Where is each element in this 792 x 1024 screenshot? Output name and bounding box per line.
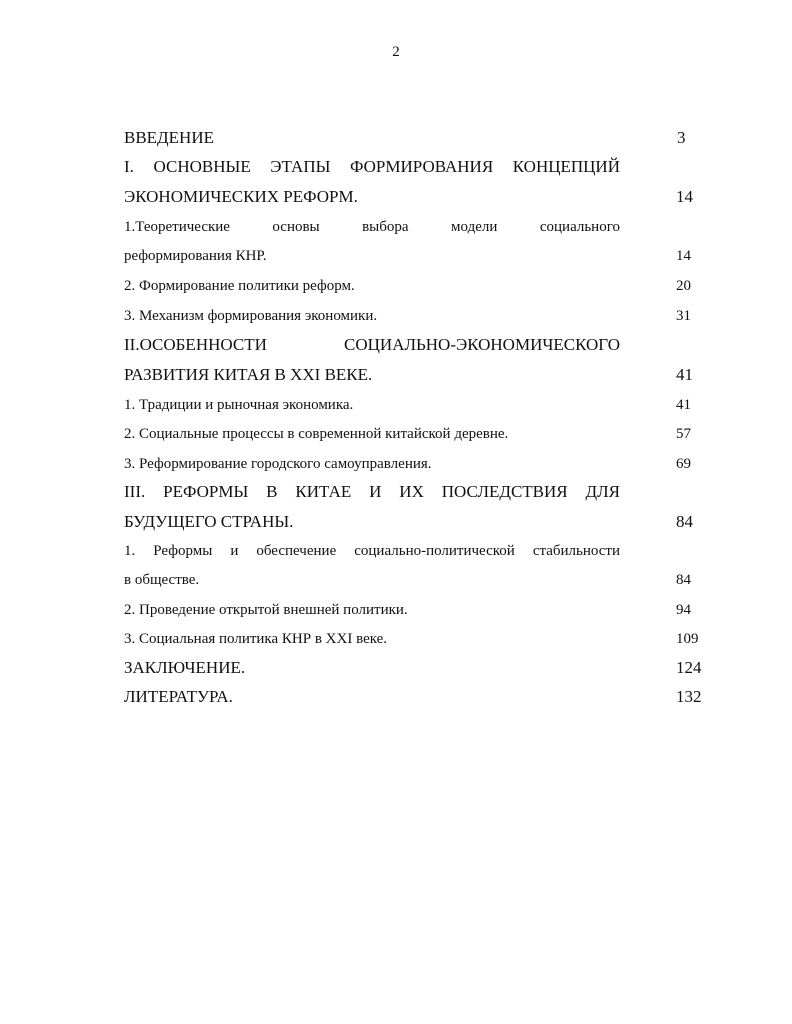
toc-section-3-1-line2[interactable] [124, 568, 700, 592]
toc-entry-page: 14 [676, 248, 691, 264]
toc-chapter-title-cont: ЭКОНОМИЧЕСКИХ РЕФОРМ. [124, 187, 358, 206]
toc-section-title-cont: реформирования КНР. [124, 248, 267, 264]
page-number: 2 [392, 44, 400, 60]
toc-section-3-1-line1[interactable] [124, 539, 700, 563]
toc-entry-page: 84 [676, 512, 693, 531]
toc-chapter-title: II.ОСОБЕННОСТИ СОЦИАЛЬНО-ЭКОНОМИЧЕСКОГО [124, 335, 620, 354]
toc-entry-page: 57 [676, 426, 691, 442]
toc-entry-conclusion[interactable] [124, 656, 700, 680]
toc-section-1-1-line2[interactable] [124, 244, 700, 268]
toc-entry-page: 69 [676, 456, 691, 472]
toc-section-title: 3. Механизм формирования экономики. [124, 308, 378, 324]
toc-entry-page: 94 [676, 602, 691, 618]
toc-chapter-title-cont: РАЗВИТИЯ КИТАЯ В XXI ВЕКЕ. [124, 365, 373, 384]
toc-section-title: 1. Традиции и рыночная экономика. [124, 397, 354, 413]
toc-entry-intro[interactable] [124, 126, 700, 150]
toc-chapter-title: III. РЕФОРМЫ В КИТАЕ И ИХ ПОСЛЕДСТВИЯ ДЛЯ [124, 482, 620, 501]
toc-entry-title: ВВЕДЕНИЕ [124, 128, 214, 147]
toc-section-2-1[interactable] [124, 393, 700, 417]
toc-section-title: 2. Проведение открытой внешней политики. [124, 602, 408, 618]
toc-section-title: 2. Социальные процессы в современной китайской деревне. [124, 426, 509, 442]
toc-chapter-2-line1[interactable] [124, 333, 700, 357]
toc-section-3-3[interactable] [124, 627, 700, 651]
toc-entry-page: 109 [676, 631, 699, 647]
toc-section-title: 1.Теоретические основы выбора модели социального [124, 219, 620, 235]
toc-entry-page: 41 [676, 397, 691, 413]
toc-entry-title: ЛИТЕРАТУРА. [124, 687, 233, 706]
toc-section-1-3[interactable] [124, 304, 700, 328]
toc-entry-page: 84 [676, 572, 691, 588]
toc-section-2-3[interactable] [124, 452, 700, 476]
toc-chapter-3-line2[interactable] [124, 510, 700, 534]
toc-entry-page: 132 [676, 687, 702, 706]
toc-section-2-2[interactable] [124, 422, 700, 446]
toc-entry-page: 20 [676, 278, 691, 294]
toc-section-title: 3. Реформирование городского самоуправления. [124, 456, 432, 472]
toc-chapter-3-line1[interactable] [124, 480, 700, 504]
toc-chapter-1-line1[interactable] [124, 155, 700, 179]
toc-entry-page: 3 [677, 128, 686, 147]
toc-chapter-title-cont: БУДУЩЕГО СТРАНЫ. [124, 512, 294, 531]
toc-entry-literature[interactable] [124, 685, 700, 709]
toc-entry-page: 41 [676, 365, 693, 384]
toc-section-title: 3. Социальная политика КНР в XXI веке. [124, 631, 388, 647]
toc-section-1-1-line1[interactable] [124, 215, 700, 239]
toc-section-3-2[interactable] [124, 598, 700, 622]
toc-chapter-title: I. ОСНОВНЫЕ ЭТАПЫ ФОРМИРОВАНИЯ КОНЦЕПЦИЙ [124, 157, 620, 176]
toc-entry-page: 124 [676, 658, 702, 677]
toc-entry-title: ЗАКЛЮЧЕНИЕ. [124, 658, 246, 677]
toc-section-title: 1. Реформы и обеспечение социально-политической стабильности [124, 543, 620, 559]
toc-chapter-2-line2[interactable] [124, 363, 700, 387]
toc-section-title-cont: в обществе. [124, 572, 200, 588]
toc-chapter-1-line2[interactable] [124, 185, 700, 209]
toc-section-1-2[interactable] [124, 274, 700, 298]
toc-entry-page: 31 [676, 308, 691, 324]
toc-entry-page: 14 [676, 187, 693, 206]
toc-section-title: 2. Формирование политики реформ. [124, 278, 355, 294]
